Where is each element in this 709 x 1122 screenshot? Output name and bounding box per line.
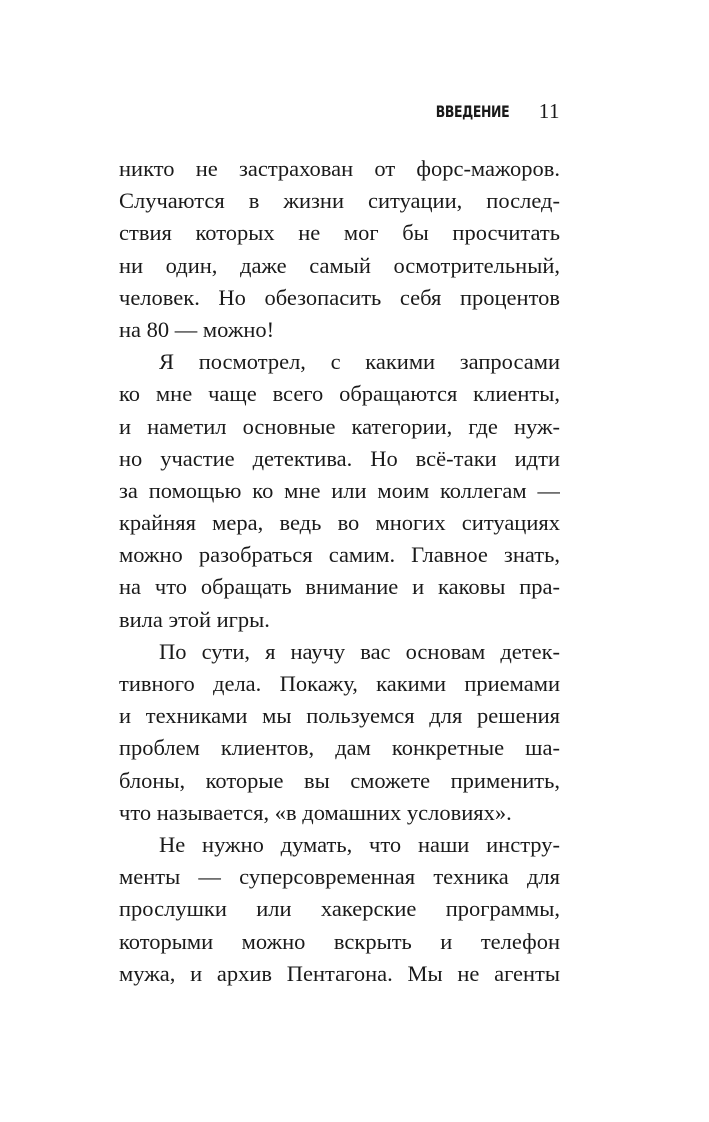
text-line: человек. Но обезопасить себя процентов [119, 284, 560, 310]
paragraph-4 [119, 829, 560, 990]
text-line: Я посмотрел, с какими запросами [159, 349, 560, 375]
text-line: тивного дела. Покажу, какими приемами [119, 671, 560, 696]
text-line: вила этой игры. [119, 606, 270, 632]
body-text [119, 153, 560, 990]
text-line: По сути, я научу вас основам детек- [159, 638, 560, 664]
text-line: за помощью ко мне или моим коллегам — [119, 477, 560, 503]
running-header [119, 96, 560, 126]
text-line: менты — суперсовременная техника для [119, 864, 560, 890]
text-line: ко мне чаще всего обращаются клиенты, [119, 381, 560, 407]
text-line: можно разобраться самим. Главное знать, [119, 542, 560, 568]
text-line: что называется, «в домашних условиях». [119, 799, 512, 825]
paragraph-3 [119, 636, 560, 829]
paragraph-2 [119, 346, 560, 636]
text-line: прослушки или хакерские программы, [119, 896, 560, 922]
text-line: мужа, и архив Пентагона. Мы не агенты [119, 960, 560, 986]
text-line: проблем клиентов, дам конкретные ша- [119, 735, 560, 761]
text-line: Не нужно думать, что наши инстру- [159, 831, 560, 857]
text-line: блоны, которые вы сможете применить, [119, 767, 560, 793]
text-line: и наметил основные категории, где нуж- [119, 413, 560, 439]
text-line: крайняя мера, ведь во многих ситуациях [119, 510, 560, 536]
text-line: на 80 — можно! [119, 316, 275, 342]
text-line: ствия которых не мог бы просчитать [119, 220, 560, 246]
text-line: но участие детектива. Но всё-таки идти [119, 445, 560, 471]
text-line: на что обращать внимание и каковы пра- [119, 574, 560, 600]
page-number: 11 [538, 98, 560, 123]
text-line: никто не застрахован от форс-мажоров. [119, 156, 560, 181]
text-line: ни один, даже самый осмотрительный, [119, 252, 560, 278]
paragraph-1 [119, 153, 560, 346]
text-line: и техниками мы пользуемся для решения [119, 703, 560, 729]
text-line: Случаются в жизни ситуации, послед- [119, 188, 560, 214]
text-line: которыми можно вскрыть и телефон [119, 928, 560, 954]
section-title: ВВЕДЕНИЕ [435, 101, 509, 121]
